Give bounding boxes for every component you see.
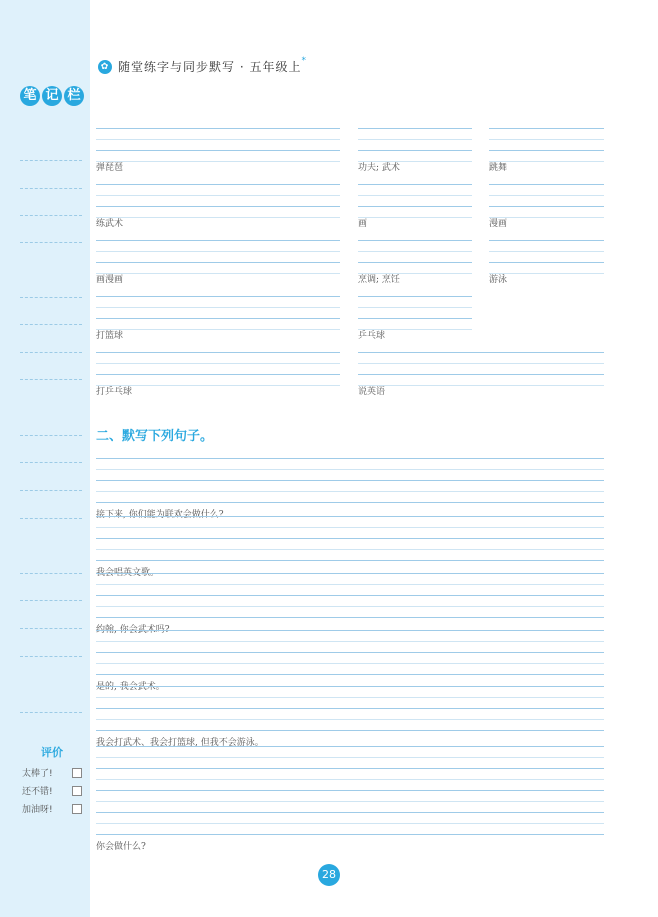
star-mark: * [301,55,307,66]
word-cell[interactable] [358,230,472,285]
word-label: 弹琵琶 [96,163,124,173]
section-two-title: 二、默写下列句子。 [96,429,214,444]
note-line [20,712,82,713]
note-line [20,518,82,519]
evaluation-row [22,802,82,815]
word-label: 画漫画 [96,275,124,285]
word-label: 说英语 [358,387,386,397]
word-label: 乒乓球 [358,331,386,341]
note-line [20,188,82,189]
notes-title-char: 记 [42,86,62,106]
note-line [20,297,82,298]
word-cell[interactable] [489,118,604,173]
sentence-label: 接下来, 你们能为联欢会做什么? [96,510,224,520]
word-label: 画 [358,219,368,229]
evaluation-checkbox[interactable] [72,804,82,814]
sentence-block[interactable] [96,736,604,852]
note-line [20,573,82,574]
note-line [20,435,82,436]
notes-sidebar [0,0,90,917]
note-line [20,324,82,325]
evaluation-label: 还不错! [22,787,53,797]
word-cell[interactable] [358,342,604,397]
sentence-label: 你会做什么? [96,842,146,852]
note-line [20,490,82,491]
word-label: 打篮球 [96,331,124,341]
note-line [20,656,82,657]
word-cell[interactable] [489,230,604,285]
note-line [20,352,82,353]
word-cell[interactable] [96,118,340,173]
word-label: 漫画 [489,219,508,229]
word-cell[interactable] [96,230,340,285]
word-cell[interactable] [96,174,340,229]
word-cell[interactable] [96,342,340,397]
word-cell[interactable] [358,174,472,229]
note-line [20,242,82,243]
word-label: 练武术 [96,219,124,229]
book-title: 随堂练字与同步默写 · 五年级上 [118,60,302,74]
word-cell[interactable] [358,286,472,341]
notes-column-title [20,86,84,106]
page-header [98,55,307,75]
self-evaluation [22,744,82,820]
word-label: 打乒乓球 [96,387,133,397]
sentence-label: 我会唱英文歌。 [96,568,160,578]
note-line [20,160,82,161]
word-cell[interactable] [96,286,340,341]
evaluation-row [22,766,82,779]
evaluation-label: 加油呀! [22,805,53,815]
evaluation-checkbox[interactable] [72,786,82,796]
evaluation-checkbox[interactable] [72,768,82,778]
evaluation-heading: 评价 [41,746,63,759]
evaluation-label: 太棒了! [22,769,53,779]
evaluation-row [22,784,82,797]
flower-logo-icon: ✿ [98,60,112,74]
word-label: 游泳 [489,275,508,285]
word-label: 功夫; 武术 [358,163,400,173]
word-cell[interactable] [489,174,604,229]
note-line [20,600,82,601]
sentence-label: 是的, 我会武术。 [96,682,165,692]
note-line [20,462,82,463]
note-line [20,215,82,216]
note-line [20,628,82,629]
word-label: 跳舞 [489,163,508,173]
note-line [20,379,82,380]
notes-title-char: 笔 [20,86,40,106]
word-label: 烹调; 烹饪 [358,275,400,285]
sentence-label: 约翰, 你会武术吗? [96,625,170,635]
notes-title-char: 栏 [64,86,84,106]
sentence-label: 我会打武术、我会打篮球, 但我不会游泳。 [96,738,264,748]
page-number: 28 [318,864,340,886]
word-cell[interactable] [358,118,472,173]
